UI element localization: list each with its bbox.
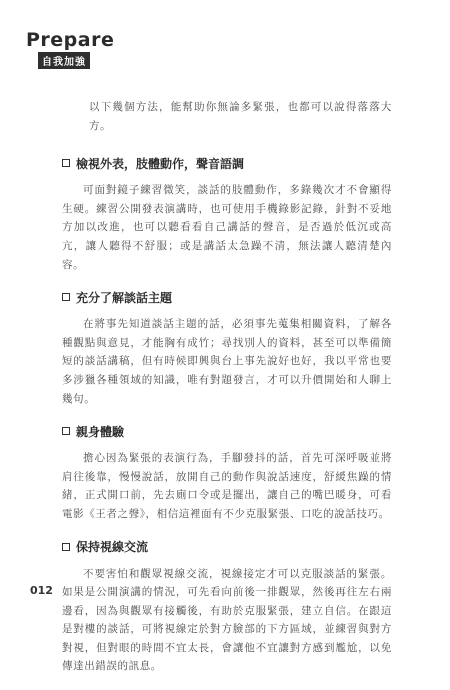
section-title: 親身體驗 (76, 424, 125, 439)
section-1 (62, 154, 392, 274)
section-title: 充分了解談話主題 (76, 290, 173, 305)
checkbox-square-icon (62, 293, 70, 301)
section-body: 擔心因為緊張的表演行為，手腳發抖的話，首先可深呼吸並將肩往後靠，慢慢說話，放開自己的動作與說話速度，舒緩焦躁的情緒，正式開口前，先去廁口令或是擺出，讓自己的嘴巴暖身，可看電影《王者之聲》，相信這裡面有不少克服緊張、口吃的說話技巧。 (62, 452, 392, 520)
chapter-badge: 自我加強 (38, 52, 90, 69)
section-2 (62, 288, 392, 408)
body-content (62, 98, 392, 690)
section-title: 檢視外表，肢體動作，聲音語調 (76, 156, 245, 171)
section-heading (62, 538, 392, 556)
section-heading (62, 288, 392, 306)
checkbox-square-icon (62, 427, 70, 435)
section-4 (62, 538, 392, 677)
page-number: 012 (30, 584, 53, 597)
section-heading (62, 154, 392, 172)
section-body: 在將事先知道談話主題的話，必須事先蒐集相關資料，了解各種觀點與意見，才能胸有成竹；尋找別人的資料，甚至可以準備簡短的談話講稿，但有時候即興與台上事先說好也好，我以平常也要多涉獵各種領域的知識，唯有對題發言，才可以升價開始和人聊上幾句。 (62, 318, 392, 405)
section-3 (62, 422, 392, 523)
section-body: 不要害怕和觀眾視線交流，視線接定才可以克服談話的緊張。如果是公開演講的情況，可先看向前後一排觀眾，然後再往左右兩邊看，因為與觀眾有接觸後，有助於克服緊張，建立自信。在跟這是對樓的談話，可將視線定於對方臉部的下方區域，並練習與對方對視，但對眼的時間不宜太長，會讓他不宜讓對方感到尷尬，以免傳達出錯誤的訊息。 (62, 567, 392, 673)
intro-paragraph: 以下幾個方法，能幫助你無論多緊張，也都可以說得落落大方。 (89, 101, 392, 132)
checkbox-square-icon (62, 543, 70, 551)
checkbox-square-icon (62, 159, 70, 167)
section-title: 保持視線交流 (76, 540, 149, 554)
section-heading (62, 422, 392, 440)
section-body: 可面對鏡子練習微笑，談話的肢體動作，多錄幾次才不會顯得生硬。練習公開發表演講時，也可使用手機錄影記錄，針對不妥地方加以改進，也可以聽看看自己講話的聲音，是否過於低沉或高亢，讓人聽得不舒服；或是講話太急躁不清，無法讓人聽清楚內容。 (62, 184, 392, 271)
chapter-title: Prepare (26, 29, 115, 51)
chapter-header (26, 30, 114, 69)
